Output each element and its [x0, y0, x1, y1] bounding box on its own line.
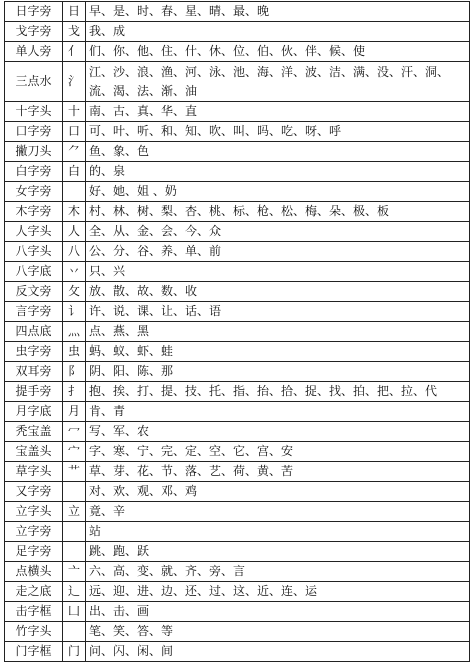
radical-symbol-cell: 门 [63, 642, 86, 662]
radical-name-cell: 虫字旁 [5, 342, 63, 362]
example-characters-cell: 许、说、课、让、话、语 [86, 302, 470, 322]
radical-name-cell: 立字旁 [5, 522, 63, 542]
table-row [5, 62, 470, 102]
example-characters-cell: 对、欢、观、邓、鸡 [86, 482, 470, 502]
radical-symbol-cell: 日 [63, 2, 86, 22]
example-characters-cell: 村、林、树、梨、杏、桃、标、枪、松、梅、朵、极、板 [86, 202, 470, 222]
table-row [5, 282, 470, 302]
example-characters-cell: 放、散、故、数、收 [86, 282, 470, 302]
radical-symbol-cell: 氵 [63, 62, 86, 102]
table-row [5, 242, 470, 262]
radical-name-cell: 击字框 [5, 602, 63, 622]
example-characters-cell: 跳、跑、跃 [86, 542, 470, 562]
example-characters-cell: 写、军、农 [86, 422, 470, 442]
example-characters-cell: 肯、青 [86, 402, 470, 422]
example-characters-cell: 早、是、时、春、星、晴、最、晚 [86, 2, 470, 22]
radical-name-cell: 走之底 [5, 582, 63, 602]
radical-name-cell: 撇刀头 [5, 142, 63, 162]
example-characters-cell: 远、迎、进、边、还、过、这、近、连、运 [86, 582, 470, 602]
example-characters-cell: 江、沙、浪、渔、河、泳、池、海、洋、波、洁、满、没、汗、洞、流、渴、法、渐、油 [86, 62, 470, 102]
radical-name-cell: 秃宝盖 [5, 422, 63, 442]
radical-name-cell: 反文旁 [5, 282, 63, 302]
radical-name-cell: 提手旁 [5, 382, 63, 402]
table-row [5, 102, 470, 122]
table-row [5, 2, 470, 22]
radical-symbol-cell: ⺈ [63, 142, 86, 162]
table-row [5, 182, 470, 202]
radical-symbol-cell: 攵 [63, 282, 86, 302]
radical-symbol-cell: 艹 [63, 462, 86, 482]
radical-symbol-cell: 虫 [63, 342, 86, 362]
radical-symbol-cell: 亠 [63, 562, 86, 582]
example-characters-cell: 我、成 [86, 22, 470, 42]
table-row [5, 422, 470, 442]
table-row [5, 482, 470, 502]
radical-symbol-cell: 月 [63, 402, 86, 422]
radical-symbol-cell: 扌 [63, 382, 86, 402]
radical-name-cell: 口字旁 [5, 122, 63, 142]
radical-name-cell: 八字头 [5, 242, 63, 262]
table-row [5, 202, 470, 222]
table-row [5, 342, 470, 362]
table-row [5, 402, 470, 422]
example-characters-cell: 六、高、变、就、齐、旁、言 [86, 562, 470, 582]
radical-symbol-cell: 立 [63, 502, 86, 522]
example-characters-cell: 草、芽、花、节、落、艺、荷、黄、苦 [86, 462, 470, 482]
table-row [5, 22, 470, 42]
table-row [5, 562, 470, 582]
radical-name-cell: 戈字旁 [5, 22, 63, 42]
radical-name-cell: 十字头 [5, 102, 63, 122]
table-row [5, 442, 470, 462]
radical-name-cell: 月字底 [5, 402, 63, 422]
radical-name-cell: 宝盖头 [5, 442, 63, 462]
radical-symbol-cell: 亻 [63, 42, 86, 62]
example-characters-cell: 抱、挨、打、提、技、托、指、抬、拾、捉、找、拍、把、拉、代 [86, 382, 470, 402]
radical-name-cell: 日字旁 [5, 2, 63, 22]
example-characters-cell: 阴、阳、陈、那 [86, 362, 470, 382]
radical-symbol-cell [63, 622, 86, 642]
radical-symbol-cell [63, 542, 86, 562]
table-row [5, 522, 470, 542]
radical-name-cell: 三点水 [5, 62, 63, 102]
example-characters-cell: 鱼、象、色 [86, 142, 470, 162]
radical-symbol-cell: 木 [63, 202, 86, 222]
table-row [5, 582, 470, 602]
radical-symbol-cell: 口 [63, 122, 86, 142]
table-row [5, 122, 470, 142]
table-row [5, 222, 470, 242]
table-row [5, 42, 470, 62]
example-characters-cell: 问、闪、闲、间 [86, 642, 470, 662]
radical-symbol-cell: 宀 [63, 442, 86, 462]
example-characters-cell: 们、你、他、住、什、休、位、伯、伙、伴、候、使 [86, 42, 470, 62]
example-characters-cell: 站 [86, 522, 470, 542]
radical-symbol-cell: 灬 [63, 322, 86, 342]
radical-name-cell: 木字旁 [5, 202, 63, 222]
example-characters-cell: 蚂、蚁、虾、蛙 [86, 342, 470, 362]
radical-name-cell: 八字底 [5, 262, 63, 282]
radical-name-cell: 女字旁 [5, 182, 63, 202]
radical-symbol-cell: 凵 [63, 602, 86, 622]
table-row [5, 362, 470, 382]
example-characters-cell: 点、燕、黑 [86, 322, 470, 342]
table-row [5, 262, 470, 282]
table-row [5, 642, 470, 662]
radical-name-cell: 又字旁 [5, 482, 63, 502]
radical-symbol-cell: 冖 [63, 422, 86, 442]
radical-symbol-cell: 十 [63, 102, 86, 122]
radical-symbol-cell: 人 [63, 222, 86, 242]
radical-name-cell: 白字旁 [5, 162, 63, 182]
example-characters-cell: 好、她、姐 、奶 [86, 182, 470, 202]
radical-table-body [5, 2, 470, 662]
table-row [5, 162, 470, 182]
radical-symbol-cell [63, 482, 86, 502]
radical-symbol-cell: 白 [63, 162, 86, 182]
table-row [5, 502, 470, 522]
table-row [5, 382, 470, 402]
radical-symbol-cell: 丷 [63, 262, 86, 282]
example-characters-cell: 可、叶、听、和、知、吹、叫、吗、吃、呀、呼 [86, 122, 470, 142]
radical-name-cell: 人字头 [5, 222, 63, 242]
table-row [5, 322, 470, 342]
example-characters-cell: 出、击、画 [86, 602, 470, 622]
table-row [5, 622, 470, 642]
example-characters-cell: 竟、辛 [86, 502, 470, 522]
radical-name-cell: 门字框 [5, 642, 63, 662]
example-characters-cell: 只、兴 [86, 262, 470, 282]
example-characters-cell: 字、寒、宁、完、定、空、它、宫、安 [86, 442, 470, 462]
radical-symbol-cell: 八 [63, 242, 86, 262]
radical-name-cell: 竹字头 [5, 622, 63, 642]
radical-name-cell: 言字旁 [5, 302, 63, 322]
radical-name-cell: 四点底 [5, 322, 63, 342]
radical-symbol-cell: 戈 [63, 22, 86, 42]
example-characters-cell: 的、泉 [86, 162, 470, 182]
radical-table [4, 1, 470, 662]
radical-name-cell: 单人旁 [5, 42, 63, 62]
radical-name-cell: 立字头 [5, 502, 63, 522]
radical-symbol-cell [63, 182, 86, 202]
table-row [5, 302, 470, 322]
radical-symbol-cell: 讠 [63, 302, 86, 322]
example-characters-cell: 南、古、真、华、直 [86, 102, 470, 122]
radical-symbol-cell [63, 522, 86, 542]
radical-symbol-cell: 辶 [63, 582, 86, 602]
example-characters-cell: 公、分、谷、养、单、前 [86, 242, 470, 262]
table-row [5, 602, 470, 622]
radical-name-cell: 草字头 [5, 462, 63, 482]
example-characters-cell: 笔、笑、答、等 [86, 622, 470, 642]
table-row [5, 542, 470, 562]
table-row [5, 142, 470, 162]
example-characters-cell: 全、从、金、会、今、众 [86, 222, 470, 242]
radical-name-cell: 点横头 [5, 562, 63, 582]
radical-symbol-cell: 阝 [63, 362, 86, 382]
table-row [5, 462, 470, 482]
radical-name-cell: 足字旁 [5, 542, 63, 562]
radical-name-cell: 双耳旁 [5, 362, 63, 382]
